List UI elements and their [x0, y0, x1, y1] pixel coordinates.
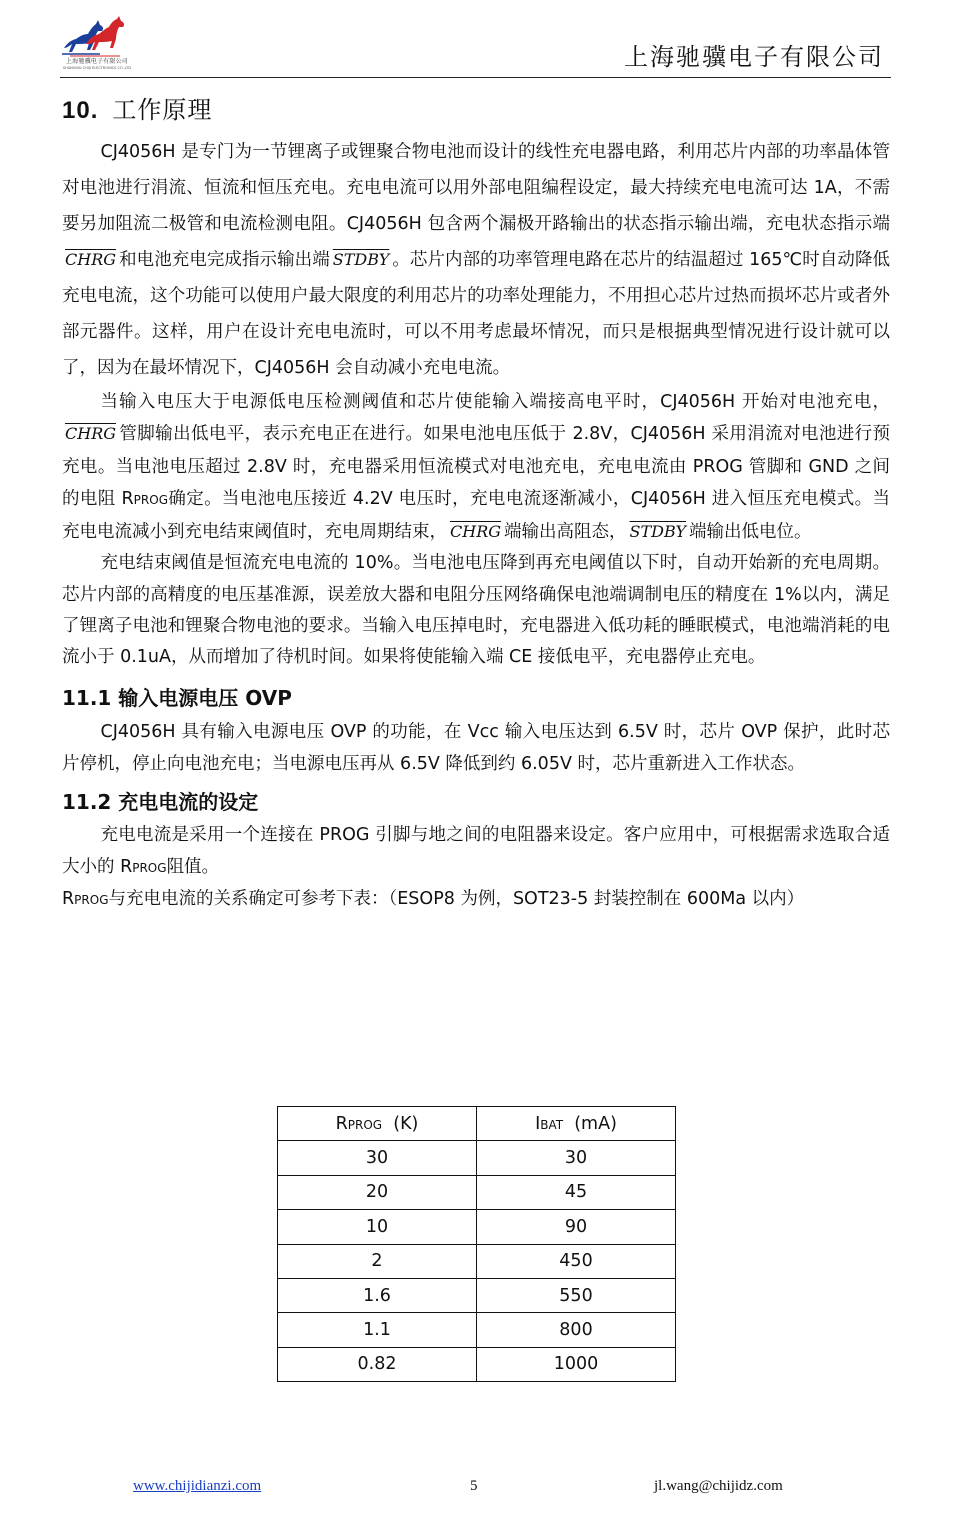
subscript-prog: PROG: [132, 860, 167, 875]
text-run: CJ4056H 是专门为一节锂离子或锂聚合物电池而设计的线性充电器电路，利用芯片内部的功率晶体管对电池进行涓流、恒流和恒压充电。充电电流可以用外部电阻编程设定，最大持续充电电流可达 1A，不需要另加阻流二极管和电流检测电阻。CJ4056H 包含两个漏极开路输出的状态指示输出端，充电状态指示端: [62, 142, 890, 234]
section-number: 10.: [62, 97, 99, 124]
ibat-cell: 1000: [477, 1347, 676, 1381]
section-10-heading: [62, 90, 890, 134]
ibat-cell: 30: [477, 1141, 676, 1175]
paragraph-table-intro: [62, 884, 890, 916]
rprog-cell: 10: [278, 1210, 477, 1244]
header-divider: [60, 77, 891, 78]
stdby-pin-label: STDBY: [629, 522, 687, 542]
rprog-cell: 1.1: [278, 1313, 477, 1347]
table-header-row: [278, 1107, 676, 1141]
section-11-1-heading: 11.1 输入电源电压 OVP: [62, 685, 292, 710]
rprog-cell: 1.6: [278, 1278, 477, 1312]
horse-logo-icon: [60, 14, 134, 58]
chrg-pin-label: CHRG: [65, 250, 117, 269]
contact-email[interactable]: jl.wang@chijidz.com: [654, 1478, 783, 1494]
rprog-cell: 2: [278, 1244, 477, 1278]
table-row: [278, 1278, 676, 1312]
section-title: 工作原理: [112, 96, 213, 124]
ibat-cell: 90: [477, 1210, 676, 1244]
paragraph-3: 充电结束阈值是恒流充电电流的 10%。当电池电压降到再充电阈值以下时，自动开始新的充电周期。芯片内部的高精度的电压基准源，误差放大器和电阻分压网络确保电池端调制电压的精度在 1%以内，满足了锂离子电池和锂聚合物电池的要求。当输入电压掉电时，充电器进入低功耗的睡眠模式，电池端消耗的电流小于 0.1uA，从而增加了待机时间。如果将使能输入端 CE 接低电平，充电器停止充电。: [62, 553, 890, 668]
ibat-cell: 550: [477, 1278, 676, 1312]
section-11-2-heading: 11.2 充电电流的设定: [62, 790, 259, 815]
paragraph-charge-current: [62, 820, 890, 884]
ibat-cell: 450: [477, 1244, 676, 1278]
rprog-cell: 30: [278, 1141, 477, 1175]
text-run: 和电池充电完成指示输出端: [119, 250, 330, 270]
table-row: [278, 1210, 676, 1244]
text-run: 管脚输出低电平，表示充电正在进行。如果电池电压低于 2.8V，CJ4056H 采用涓流对电池进行预充电。当电池电压超过 2.8V 时，充电器采用恒流模式对电池充电，充电电流由 PROG 管脚和 GND 之间的电阻 R: [62, 424, 890, 509]
logo-text-cn: 上海驰骥电子有限公司: [65, 58, 128, 65]
rprog-ibat-table: [277, 1106, 676, 1382]
table-row: [278, 1313, 676, 1347]
paragraph-1: [62, 134, 890, 386]
text-run: 端输出低电位。: [689, 522, 812, 543]
column-header-ibat: IBAT (mA): [477, 1107, 676, 1141]
table-row: [278, 1141, 676, 1175]
table-row: [278, 1175, 676, 1209]
rprog-cell: 0.82: [278, 1347, 477, 1381]
subscript-prog: PROG: [74, 892, 109, 907]
chrg-pin-label: CHRG: [65, 424, 117, 444]
paragraph-ovp: CJ4056H 具有输入电源电压 OVP 的功能，在 Vcc 输入电压达到 6.5V 时，芯片 OVP 保护，此时芯片停机，停止向电池充电；当电源电压再从 6.5V 降低到约 6.05V 时，芯片重新进入工作状态。: [62, 721, 890, 774]
text-run: R: [62, 888, 75, 909]
website-link[interactable]: www.chijidianzi.com: [133, 1478, 262, 1494]
rprog-cell: 20: [278, 1175, 477, 1209]
text-run: 充电电流是采用一个连接在 PROG 引脚与地之间的电阻器来设定。客户应用中，可根据需求选取合适大小的 R: [62, 825, 890, 877]
table-row: [278, 1347, 676, 1381]
logo-text-en: SHANGHAI CHIJI ELECTRONICS CO.,LTD: [62, 66, 132, 70]
text-run: 与充电电流的关系确定可参考下表：（ESOP8 为例，SOT23-5 封装控制在 600Ma 以内）: [108, 888, 805, 909]
table-row: [278, 1244, 676, 1278]
subscript-prog: PROG: [133, 492, 168, 507]
ibat-cell: 45: [477, 1175, 676, 1209]
ibat-cell: 800: [477, 1313, 676, 1347]
text-run: 端输出高阻态，: [504, 522, 627, 543]
text-run: 阻值。: [166, 856, 220, 877]
column-header-rprog: RPROG (K): [278, 1107, 477, 1141]
chrg-pin-label: CHRG: [450, 522, 502, 542]
page-number: 5: [470, 1478, 478, 1494]
stdby-pin-label: STDBY: [332, 250, 390, 269]
text-run: 。芯片内部的功率管理电路在芯片的结温超过 165℃时自动降低充电电流，这个功能可以使用户最大限度的利用芯片的功率处理能力，不用担心芯片过热而损坏芯片或者外部元器件。这样，用户在设计充电电流时，可以不用考虑最坏情况，而只是根据典型情况进行设计就可以了，因为在最坏情况下，CJ4056H 会自动减小充电电流。: [62, 250, 890, 378]
main-content: [62, 90, 890, 916]
company-name: 上海驰骥电子有限公司: [624, 43, 884, 71]
text-run: 当输入电压大于电源低电压检测阈值和芯片使能输入端接高电平时，CJ4056H 开始对电池充电，: [100, 392, 890, 412]
company-logo: [60, 14, 134, 76]
text-run: 确定。当电池电压接近 4.2V 电压时，充电电流逐渐减小，CJ4056H 进入恒压充电模式。当充电电流减小到充电结束阈值时，充电周期结束，: [62, 488, 890, 543]
paragraph-2: [62, 386, 890, 548]
